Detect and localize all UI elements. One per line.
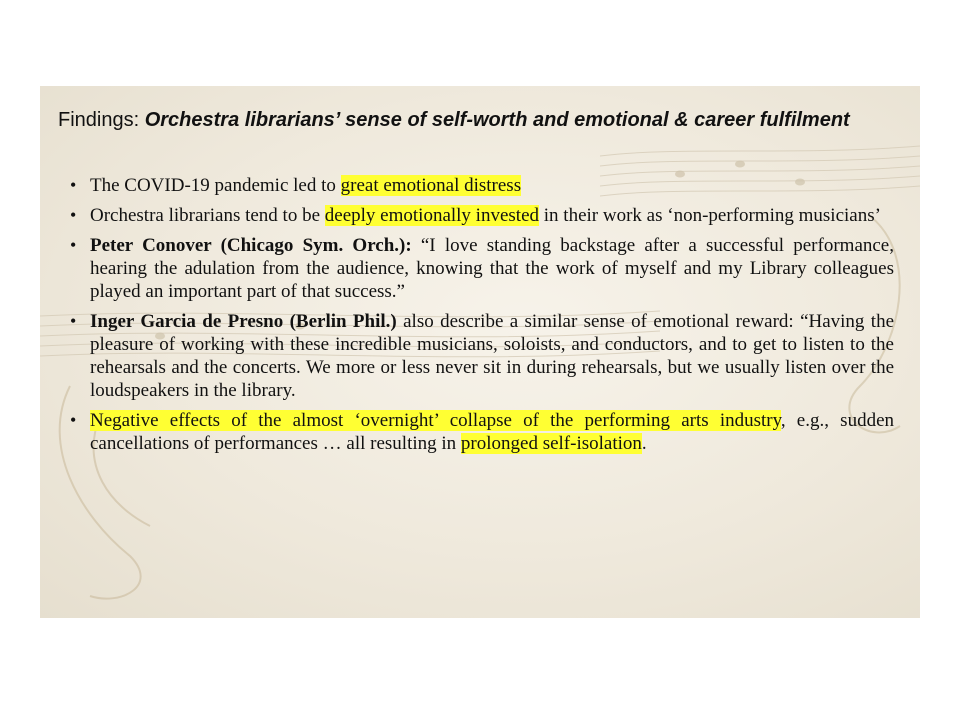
quote-text: “I love standing backstage after a successful performance, hearing the adulation from the audience, knowing that the work of myself and my Library colleagues played an important part of that success.” (90, 235, 894, 302)
title-emphasis: Orchestra librarians’ sense of self-worth and emotional & career fulfilment (144, 109, 850, 131)
title-prefix: Findings: (58, 109, 145, 131)
bullet-text: . (641, 433, 647, 454)
list-item (66, 409, 894, 455)
slide-title (58, 108, 908, 133)
list-item (66, 174, 894, 197)
highlighted-text: prolonged self-isolation (460, 433, 642, 454)
list-item (66, 310, 894, 402)
bullet-text: , e.g., sudden cancellations of performances … all resulting in (90, 410, 894, 454)
bullet-text: in their work as ‘non-performing musicians’ (539, 205, 881, 226)
speaker-name: Peter Conover (Chicago Sym. Orch.): (90, 235, 412, 256)
list-item (66, 234, 894, 303)
speaker-name: Inger Garcia de Presno (Berlin Phil.) (90, 311, 397, 332)
bullet-text: Orchestra librarians tend to be (90, 205, 325, 226)
bullet-text: The COVID-19 pandemic led to (90, 175, 341, 196)
highlighted-text: deeply emotionally invested (324, 205, 540, 226)
list-item (66, 204, 894, 227)
quote-text: also describe a similar sense of emotional reward: “Having the pleasure of working with these incredible musicians, soloists, and conductors, and to get to listen to the rehearsals and the concerts. We more or less never sit in during rehearsals, but we usually listen over the loudspeakers in the library. (90, 311, 895, 401)
findings-list (66, 174, 894, 462)
slide (40, 86, 920, 618)
highlighted-text: Negative effects of the almost ‘overnight’ collapse of the performing arts industry (90, 410, 781, 431)
highlighted-text: great emotional distress (340, 175, 522, 196)
